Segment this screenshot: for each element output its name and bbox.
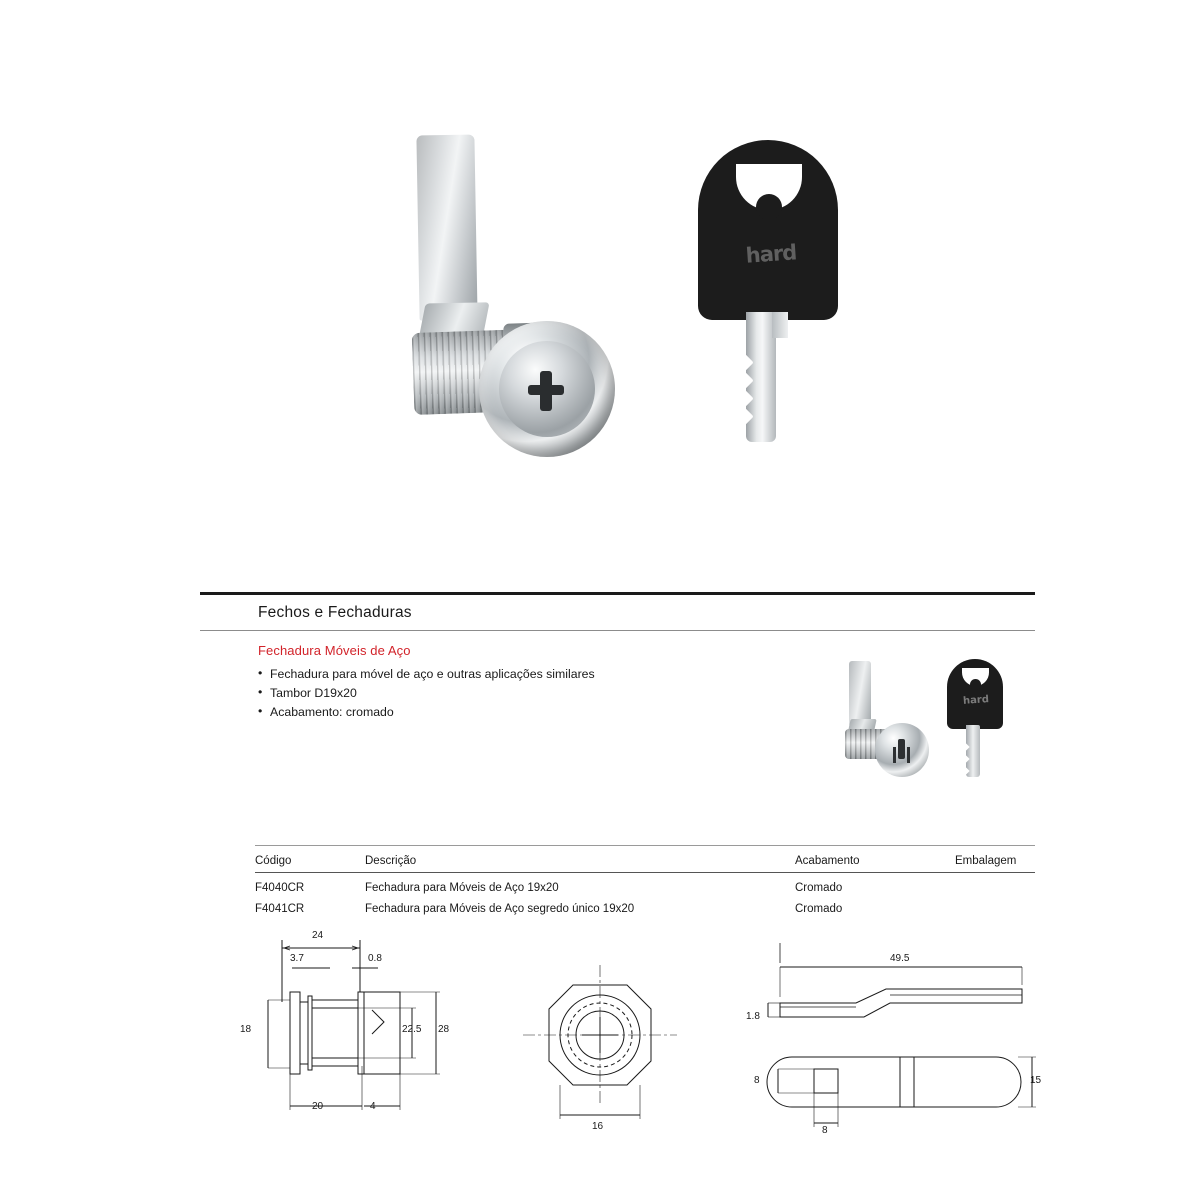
- drawing-side-view: [240, 930, 490, 1140]
- dimension-label-8b: 8: [822, 1125, 828, 1136]
- dimension-label-22-5: 22.5: [402, 1024, 422, 1035]
- column-header-codigo: Código: [255, 855, 292, 867]
- cell-descricao: Fechadura para Móveis de Aço segredo único 19x20: [365, 903, 635, 915]
- key-brand-label: hard: [744, 240, 798, 268]
- list-item: • Fechadura para móvel de aço e outras aplicações similares: [258, 665, 1035, 684]
- cam-arm-graphic: [416, 135, 477, 321]
- thumb-key-bow: [947, 659, 1003, 729]
- cam-lock-face-graphic: [499, 341, 595, 437]
- drawing-cam-view: [760, 937, 1060, 1147]
- keyhole-icon: [540, 371, 552, 411]
- table-row: [255, 873, 1035, 894]
- dimension-label-15: 15: [1030, 1075, 1042, 1086]
- column-header-acabamento: Acabamento: [795, 855, 860, 867]
- list-item: • Tambor D19x20: [258, 684, 1035, 703]
- cell-descricao: Fechadura para Móveis de Aço 19x20: [365, 882, 559, 894]
- table-top-divider: [255, 845, 1035, 846]
- cam-lock-photo: [395, 135, 625, 500]
- dimension-label-24: 24: [312, 930, 324, 941]
- dimension-label-8: 8: [754, 1075, 760, 1086]
- dimension-label-18: 18: [240, 1024, 252, 1035]
- technical-drawings: [230, 925, 1050, 1155]
- key-bow-graphic: [698, 140, 838, 320]
- thumb-cam-arm: [849, 661, 871, 727]
- dimension-label-49-5: 49.5: [890, 953, 910, 964]
- catalog-sheet: [200, 592, 1035, 722]
- column-header-descricao: Descrição: [365, 855, 417, 867]
- section-title: Fechos e Fechaduras: [258, 604, 412, 621]
- dimension-label-20: 20: [312, 1101, 324, 1112]
- key-photo: [690, 140, 850, 440]
- list-item: • Acabamento: cromado: [258, 703, 1035, 722]
- dimension-label-4: 4: [370, 1101, 376, 1112]
- column-header-embalagem: Embalagem: [955, 855, 1017, 867]
- cell-acabamento: Cromado: [795, 903, 843, 915]
- table-header-row: [255, 855, 1035, 873]
- dimension-label-0-8: 0.8: [368, 953, 382, 964]
- dimension-label-28: 28: [438, 1024, 450, 1035]
- table-row: [255, 894, 1035, 915]
- subsection-title: Fechadura Móveis de Aço: [258, 643, 411, 658]
- cell-codigo: F4040CR: [255, 882, 305, 894]
- cam-lock-head-graphic: [479, 321, 615, 457]
- thumb-key-notch: [962, 668, 989, 686]
- product-photo-area: [0, 0, 1200, 575]
- dimension-label-1-8: 1.8: [746, 1011, 760, 1022]
- key-bow-notch-graphic: [736, 164, 802, 210]
- key-teeth-graphic: [738, 352, 750, 438]
- product-thumbnail: [827, 657, 1027, 797]
- thumb-cam-head: [875, 723, 929, 777]
- product-table: [255, 855, 1035, 915]
- cell-codigo: F4041CR: [255, 903, 305, 915]
- cell-acabamento: Cromado: [795, 882, 843, 894]
- thumb-key-brand-label: hard: [962, 694, 990, 707]
- dimension-label-16: 16: [592, 1121, 604, 1132]
- drawing-front-view: [515, 955, 715, 1155]
- dimension-label-3-7: 3.7: [290, 953, 304, 964]
